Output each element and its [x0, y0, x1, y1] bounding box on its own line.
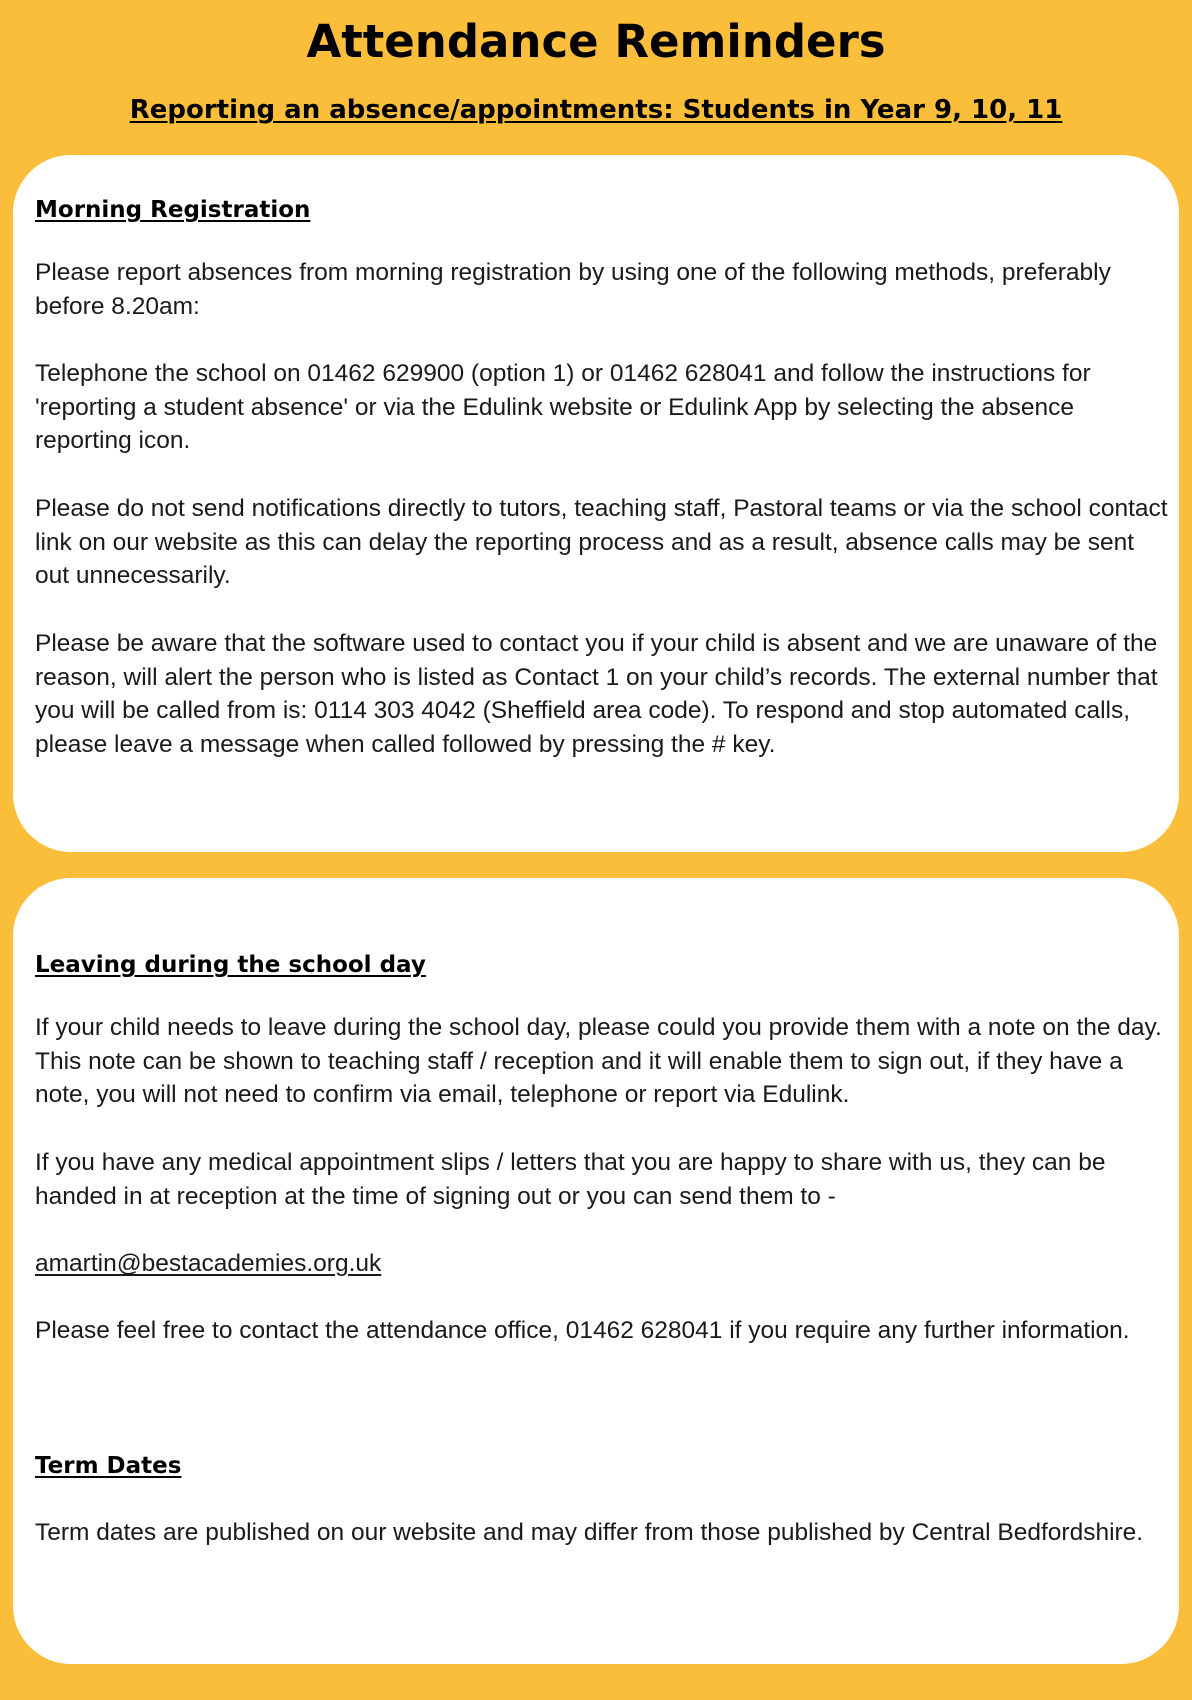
leaving-paragraph-1: If your child needs to leave during the school day, please could you provide them with a note on the day. This note can be shown to teaching staff / reception and it will enable them to sign out, if they have a note, you will not need to confirm via email, telephone or report via Edulink.: [35, 1014, 1162, 1109]
section-heading-leaving: [35, 948, 1170, 982]
morning-paragraph-4: Please be aware that the software used to contact you if your child is absent and we are unaware of the reason, will alert the person who is listed as Contact 1 on your child’s records. The external number that you will be called from is: 0114 303 4042 (Sheffield area code). To respond and stop automated calls, please leave a message when called followed by pressing the # key.: [35, 630, 1158, 758]
morning-paragraph-3: Please do not send notifications directly to tutors, teaching staff, Pastoral teams or via the school contact link on our website as this can delay the reporting process and as a result, absence calls may be sent out unnecessarily.: [35, 495, 1168, 590]
leaving-paragraph-2: If you have any medical appointment slips / letters that you are happy to share with us, they can be handed in at reception at the time of signing out or you can send them to -: [35, 1149, 1106, 1210]
morning-paragraph-2: Telephone the school on 01462 629900 (option 1) or 01462 628041 and follow the instructions for 'reporting a student absence' or via the Edulink website or Edulink App by selecting the absence reporting icon.: [35, 360, 1091, 455]
morning-paragraph-4-wrap: [35, 627, 1170, 761]
term-dates-paragraph: Term dates are published on our website and may differ from those published by Central Bedfordshire.: [35, 1519, 1144, 1546]
page-title: Attendance Reminders: [306, 15, 886, 68]
morning-registration-card: [13, 155, 1179, 852]
leaving-paragraph-1-wrap: [35, 1011, 1170, 1112]
term-paragraph-wrap: [35, 1516, 1170, 1550]
leaving-paragraph-3: Please feel free to contact the attendance office, 01462 628041 if you require any further information.: [35, 1317, 1130, 1344]
morning-paragraph-2-wrap: [35, 357, 1170, 458]
morning-paragraph-3-wrap: [35, 492, 1170, 593]
email-link[interactable]: amartin@bestacademies.org.uk: [35, 1250, 382, 1277]
leaving-paragraph-3-wrap: [35, 1314, 1170, 1348]
morning-paragraph-1-wrap: [35, 256, 1170, 323]
morning-paragraph-1: Please report absences from morning registration by using one of the following methods, preferably before 8.20am:: [35, 259, 1111, 320]
term-dates-heading: Term Dates: [35, 1453, 182, 1479]
leaving-heading: Leaving during the school day: [35, 952, 426, 978]
section-heading-morning: [35, 193, 1170, 227]
morning-registration-heading: Morning Registration: [35, 197, 311, 223]
email-wrap: [35, 1247, 1170, 1281]
section-heading-term: [35, 1449, 1170, 1483]
page-subtitle: Reporting an absence/appointments: Students in Year 9, 10, 11: [129, 95, 1063, 125]
leaving-paragraph-2-wrap: [35, 1146, 1170, 1213]
leaving-school-day-card: [13, 878, 1179, 1664]
